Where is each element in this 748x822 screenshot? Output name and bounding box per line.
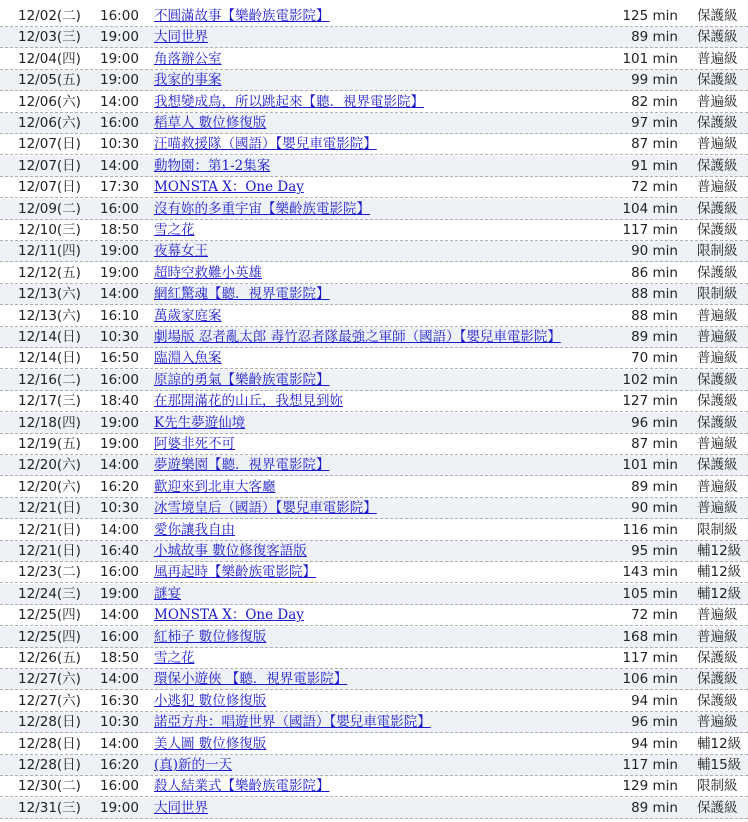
screening-date: 12/04(四) (18, 50, 81, 67)
screening-time: 16:10 (100, 307, 139, 324)
screening-time: 19:00 (100, 414, 139, 431)
table-row (0, 306, 748, 327)
film-rating: 普遍級 (697, 500, 738, 517)
screening-date: 12/18(四) (18, 414, 81, 431)
screening-time: 16:00 (100, 564, 139, 581)
table-row (0, 755, 748, 776)
film-rating: 限制級 (697, 521, 738, 538)
film-duration: 105 min (622, 585, 678, 602)
film-duration: 96 min (631, 414, 678, 431)
film-duration: 94 min (631, 692, 678, 709)
screening-time: 16:00 (100, 115, 139, 131)
screening-date: 12/21(日) (18, 500, 81, 517)
film-rating: 保護級 (697, 371, 738, 388)
screening-time: 16:00 (100, 778, 139, 795)
film-duration: 102 min (622, 371, 678, 388)
film-title-link[interactable]: MONSTA X：One Day (154, 179, 304, 196)
film-rating: 輔15級 (697, 757, 742, 773)
film-duration: 88 min (631, 307, 678, 324)
table-row (0, 327, 748, 348)
table-row (0, 627, 748, 648)
screening-time: 10:30 (100, 714, 139, 731)
film-duration: 86 min (631, 264, 678, 281)
screening-time: 14:00 (100, 286, 139, 303)
film-rating: 普遍級 (697, 607, 738, 624)
table-row (0, 92, 748, 113)
film-title-link[interactable]: 汪喵救援隊（國語）【嬰兒車電影院】 (154, 136, 377, 153)
table-row (0, 562, 748, 583)
table-row (0, 605, 748, 626)
film-duration: 104 min (622, 200, 678, 217)
screening-date: 12/25(四) (18, 607, 81, 624)
film-rating: 普遍級 (697, 329, 738, 345)
screening-date: 12/23(二) (18, 564, 81, 581)
film-title-link[interactable]: 沒有妳的多重宇宙【樂齡族電影院】 (154, 200, 370, 217)
film-title-link[interactable]: 雪之花 (154, 650, 195, 666)
table-row (0, 434, 748, 455)
table-row (0, 541, 748, 562)
screening-date: 12/31(三) (18, 799, 81, 816)
screening-date: 12/16(二) (18, 371, 81, 388)
screening-time: 14:00 (100, 671, 139, 688)
film-title-link[interactable]: 在那開滿花的山丘，我想見到妳 (154, 393, 343, 410)
screening-time: 14:00 (100, 607, 139, 624)
film-rating: 輔12級 (697, 564, 742, 581)
film-title-link[interactable]: 超時空救難小英雄 (154, 264, 262, 281)
screening-time: 14:00 (100, 93, 139, 110)
table-row (0, 477, 748, 498)
film-rating: 普遍級 (697, 436, 738, 452)
film-rating: 保護級 (697, 457, 738, 474)
film-rating: 保護級 (697, 29, 738, 46)
screening-date: 12/28(日) (18, 735, 81, 752)
film-rating: 普遍級 (697, 179, 738, 196)
film-title-link[interactable]: 環保小遊俠 【聽．視界電影院】 (154, 671, 348, 688)
film-rating: 輔12級 (697, 543, 742, 559)
table-row (0, 648, 748, 669)
screening-time: 16:00 (100, 371, 139, 388)
film-title-link[interactable]: 角落辦公室 (154, 50, 222, 67)
film-title-link[interactable]: 臨淵入魚案 (154, 350, 222, 367)
screening-time: 19:00 (100, 50, 139, 67)
table-row (0, 734, 748, 755)
film-duration: 143 min (622, 564, 678, 581)
screening-time: 18:50 (100, 650, 139, 666)
screening-date: 12/21(日) (18, 543, 81, 559)
film-rating: 保護級 (697, 650, 738, 666)
film-duration: 89 min (631, 799, 678, 816)
film-rating: 普遍級 (697, 307, 738, 324)
film-title-link[interactable]: 諾亞方舟：唱遊世界（國語）【嬰兒車電影院】 (154, 714, 431, 731)
screening-date: 12/12(五) (18, 264, 81, 281)
table-row (0, 284, 748, 305)
screening-date: 12/07(日) (18, 157, 81, 174)
table-row (0, 691, 748, 712)
film-rating: 保護級 (697, 222, 738, 238)
film-duration: 90 min (631, 243, 678, 260)
film-rating: 限制級 (697, 286, 738, 303)
table-row (0, 520, 748, 541)
table-row (0, 241, 748, 262)
table-row (0, 370, 748, 391)
table-row (0, 413, 748, 434)
screening-date: 12/05(五) (18, 72, 81, 89)
film-title-link[interactable]: 我想變成鳥，所以跳起來【聽．視界電影院】 (154, 93, 424, 110)
screening-time: 19:00 (100, 436, 139, 452)
film-title-link[interactable]: 風再起時【樂齡族電影院】 (154, 564, 316, 581)
screening-time: 16:00 (100, 8, 139, 24)
screening-time: 18:40 (100, 393, 139, 410)
table-row (0, 669, 748, 690)
table-row (0, 27, 748, 48)
film-duration: 106 min (622, 671, 678, 688)
film-duration: 87 min (631, 136, 678, 153)
film-duration: 89 min (631, 478, 678, 495)
screening-time: 19:00 (100, 585, 139, 602)
film-rating: 普遍級 (697, 50, 738, 67)
table-row (0, 49, 748, 70)
screening-time: 16:00 (100, 200, 139, 217)
screening-time: 16:40 (100, 543, 139, 559)
film-title-link[interactable]: 小逃犯 數位修復版 (154, 692, 267, 709)
screening-time: 19:00 (100, 799, 139, 816)
screening-date: 12/11(四) (18, 243, 81, 260)
table-row (0, 199, 748, 220)
film-duration: 82 min (631, 93, 678, 110)
screening-time: 14:00 (100, 735, 139, 752)
film-duration: 90 min (631, 500, 678, 517)
film-rating: 普遍級 (697, 628, 738, 645)
table-row (0, 156, 748, 177)
screening-date: 12/27(六) (18, 692, 81, 709)
screening-date: 12/13(六) (18, 307, 81, 324)
film-rating: 保護級 (697, 692, 738, 709)
table-row (0, 348, 748, 369)
film-title-link[interactable]: 謎宴 (154, 585, 181, 602)
screening-time: 10:30 (100, 329, 139, 345)
film-rating: 保護級 (697, 72, 738, 89)
film-rating: 普遍級 (697, 136, 738, 153)
screening-time: 19:00 (100, 264, 139, 281)
screening-date: 12/28(日) (18, 757, 81, 773)
film-title-link[interactable]: 小城故事 數位修復客語版 (154, 543, 307, 559)
screening-time: 16:00 (100, 628, 139, 645)
film-duration: 95 min (631, 543, 678, 559)
film-title-link[interactable]: 大同世界 (154, 29, 208, 46)
screening-date: 12/06(六) (18, 93, 81, 110)
film-duration: 116 min (622, 521, 678, 538)
film-title-link[interactable]: 冰雪境皇后（國語）【嬰兒車電影院】 (154, 500, 377, 517)
table-row (0, 712, 748, 733)
screening-date: 12/21(日) (18, 521, 81, 538)
screening-time: 19:00 (100, 29, 139, 46)
film-title-link[interactable]: 紅柿子 數位修復版 (154, 628, 267, 645)
film-duration: 88 min (631, 286, 678, 303)
film-rating: 普遍級 (697, 478, 738, 495)
film-duration: 117 min (622, 222, 678, 238)
film-rating: 保護級 (697, 264, 738, 281)
table-row (0, 6, 748, 27)
table-row (0, 584, 748, 605)
screening-date: 12/25(四) (18, 628, 81, 645)
film-title-link[interactable]: 動物園：第1-2集案 (154, 157, 271, 174)
film-rating: 普遍級 (697, 714, 738, 731)
film-duration: 129 min (622, 778, 678, 795)
screening-date: 12/20(六) (18, 457, 81, 474)
screening-date: 12/26(五) (18, 650, 81, 666)
screening-time: 16:20 (100, 757, 139, 773)
film-title-link[interactable]: 歡迎來到北車大客廳 (154, 478, 276, 495)
film-rating: 保護級 (697, 799, 738, 816)
film-title-link[interactable]: 萬歲家庭案 (154, 307, 222, 324)
film-duration: 117 min (622, 757, 678, 773)
film-duration: 91 min (631, 157, 678, 174)
film-title-link[interactable]: 原諒的勇氣【樂齡族電影院】 (154, 371, 330, 388)
film-title-link[interactable]: 夢遊樂園【聽．視界電影院】 (154, 457, 330, 474)
film-title-link[interactable]: 不圓滿故事【樂齡族電影院】 (154, 8, 330, 24)
film-rating: 保護級 (697, 157, 738, 174)
film-duration: 89 min (631, 29, 678, 46)
film-duration: 97 min (631, 115, 678, 131)
film-rating: 普遍級 (697, 93, 738, 110)
table-row (0, 776, 748, 797)
film-duration: 96 min (631, 714, 678, 731)
screening-time: 16:50 (100, 350, 139, 367)
screening-date: 12/27(六) (18, 671, 81, 688)
film-duration: 117 min (622, 650, 678, 666)
film-title-link[interactable]: 網紅驚魂【聽．視界電影院】 (154, 286, 330, 303)
film-duration: 125 min (622, 8, 678, 24)
film-rating: 保護級 (697, 8, 738, 24)
screening-date: 12/24(三) (18, 585, 81, 602)
film-duration: 127 min (622, 393, 678, 410)
film-title-link[interactable]: 雪之花 (154, 222, 195, 238)
film-rating: 輔12級 (697, 735, 742, 752)
screening-date: 12/14(日) (18, 329, 81, 345)
screening-date: 12/07(日) (18, 136, 81, 153)
film-rating: 保護級 (697, 671, 738, 688)
screening-date: 12/17(三) (18, 393, 81, 410)
table-row (0, 263, 748, 284)
film-duration: 168 min (622, 628, 678, 645)
film-rating: 保護級 (697, 414, 738, 431)
table-row (0, 134, 748, 155)
film-title-link[interactable]: 大同世界 (154, 799, 208, 816)
film-title-link[interactable]: 稻草人 數位修復版 (154, 115, 267, 131)
screening-time: 16:30 (100, 692, 139, 709)
film-duration: 89 min (631, 329, 678, 345)
film-title-link[interactable]: 我家的事案 (154, 72, 222, 89)
table-row (0, 70, 748, 91)
film-rating: 保護級 (697, 200, 738, 217)
film-rating: 保護級 (697, 393, 738, 410)
screening-date: 12/19(五) (18, 436, 81, 452)
film-title-link[interactable]: 美人圖 數位修復版 (154, 735, 267, 752)
film-rating: 限制級 (697, 243, 738, 260)
screening-date: 12/10(三) (18, 222, 81, 238)
film-title-link[interactable]: K先生夢遊仙境 (154, 414, 246, 431)
film-duration: 99 min (631, 72, 678, 89)
screening-time: 14:00 (100, 157, 139, 174)
screening-date: 12/28(日) (18, 714, 81, 731)
film-duration: 87 min (631, 436, 678, 452)
screening-time: 18:50 (100, 222, 139, 238)
screening-date: 12/06(六) (18, 115, 81, 131)
film-title-link[interactable]: (真)新的一天 (154, 757, 233, 773)
screening-time: 10:30 (100, 500, 139, 517)
film-duration: 101 min (622, 50, 678, 67)
screening-date: 12/30(二) (18, 778, 81, 795)
film-title-link[interactable]: 阿婆非死不可 (154, 436, 235, 452)
table-row (0, 498, 748, 519)
screening-date: 12/14(日) (18, 350, 81, 367)
screening-date: 12/02(二) (18, 8, 81, 24)
film-title-link[interactable]: 愛你讓我自由 (154, 521, 235, 538)
table-row (0, 113, 748, 134)
screening-date: 12/07(日) (18, 179, 81, 196)
table-row (0, 177, 748, 198)
film-title-link[interactable]: MONSTA X：One Day (154, 607, 304, 624)
film-rating: 輔12級 (697, 585, 742, 602)
screening-time: 14:00 (100, 521, 139, 538)
film-duration: 70 min (631, 350, 678, 367)
table-row (0, 220, 748, 241)
film-title-link[interactable]: 夜幕女王 (154, 243, 208, 260)
screening-date: 12/20(六) (18, 478, 81, 495)
screening-date: 12/03(三) (18, 29, 81, 46)
screening-time: 14:00 (100, 457, 139, 474)
film-rating: 普遍級 (697, 350, 738, 367)
screening-date: 12/09(二) (18, 200, 81, 217)
film-title-link[interactable]: 殺人結業式【樂齡族電影院】 (154, 778, 330, 795)
screening-time: 19:00 (100, 243, 139, 260)
film-duration: 101 min (622, 457, 678, 474)
screening-time: 10:30 (100, 136, 139, 153)
film-title-link[interactable]: 劇場版 忍者亂太郎 毒竹忍者隊最強之軍師（國語）【嬰兒車電影院】 (154, 329, 561, 345)
screening-time: 19:00 (100, 72, 139, 89)
table-row (0, 391, 748, 412)
film-duration: 72 min (631, 607, 678, 624)
screening-time: 16:20 (100, 478, 139, 495)
film-duration: 94 min (631, 735, 678, 752)
film-rating: 限制級 (697, 778, 738, 795)
film-rating: 保護級 (697, 115, 738, 131)
table-row (0, 455, 748, 476)
screening-time: 17:30 (100, 179, 139, 196)
table-row (0, 798, 748, 819)
screening-date: 12/13(六) (18, 286, 81, 303)
film-duration: 72 min (631, 179, 678, 196)
